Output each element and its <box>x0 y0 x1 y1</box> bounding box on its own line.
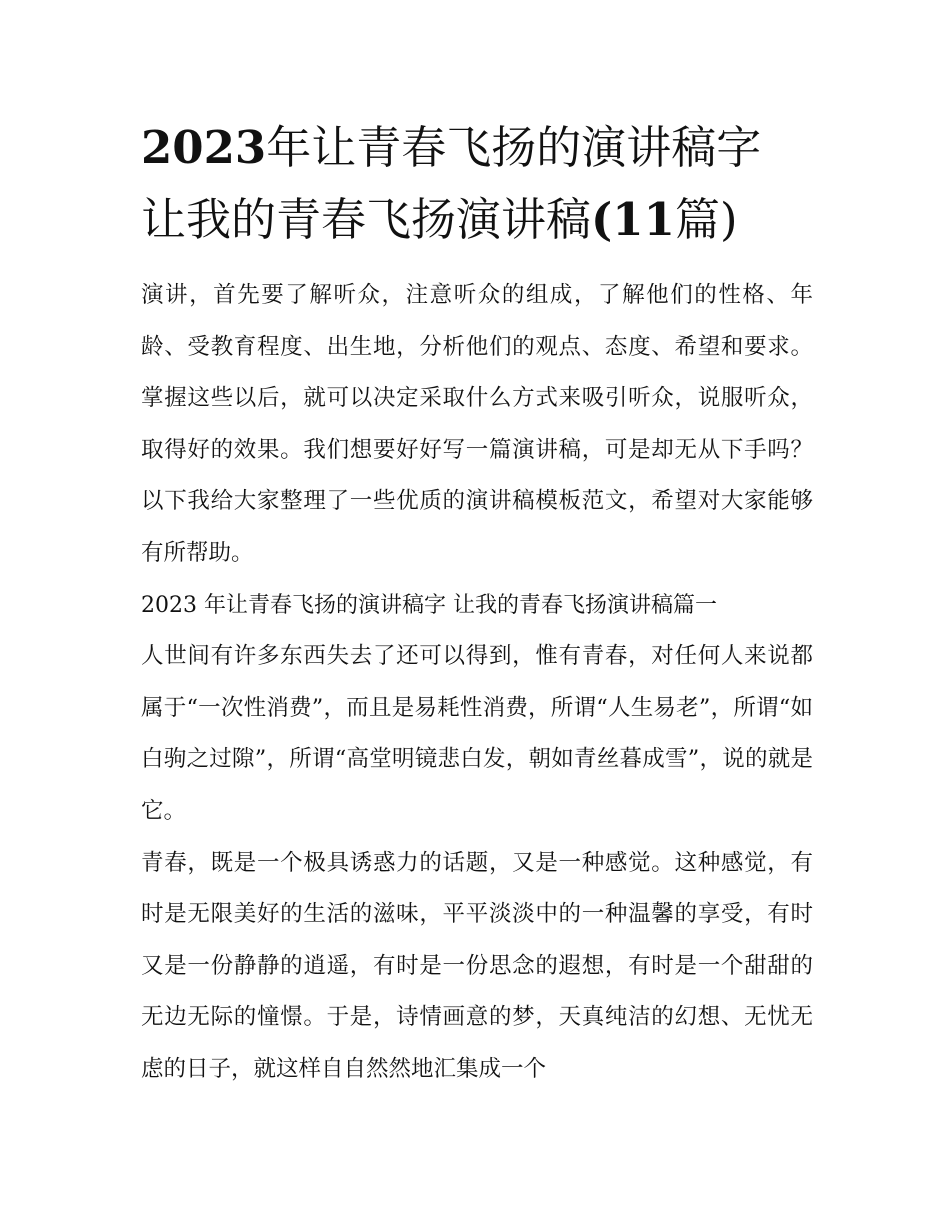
body-paragraph: 青春，既是一个极具诱惑力的话题，又是一种感觉。这种感觉，有时是无限美好的生活的滋味，平平淡淡中的一种温馨的享受，有时又是一份静静的逍遥，有时是一份思念的遐想，有时是一个甜甜的无边无际的憧憬。于是，诗情画意的梦，天真纯洁的幻想、无忧无虑的日子，就这样自自然然地汇集成一个 <box>141 849 813 1082</box>
document-content <box>141 112 813 1096</box>
title-year: 2023 <box>141 121 267 174</box>
body-paragraph: 人世间有许多东西失去了还可以得到，惟有青春，对任何人来说都属于“一次性消费”，而且是易耗性消费，所谓“人生易老”，所谓“如白驹之过隙”，所谓“高堂明镜悲白发，朝如青丝暮成雪”，说的就是它。 <box>141 643 813 824</box>
intro-paragraph: 演讲，首先要了解听众，注意听众的组成，了解他们的性格、年龄、受教育程度、出生地，分析他们的观点、态度、希望和要求。掌握这些以后，就可以决定采取什么方式来吸引听众，说服听众，取得好的效果。我们想要好好写一篇演讲稿，可是却无从下手吗？以下我给大家整理了一些优质的演讲稿模板范文，希望对大家能够有所帮助。 <box>141 282 813 566</box>
title-line1-text: 年让青春飞扬的演讲稿字 <box>266 121 762 174</box>
title-line2-end: 篇) <box>674 193 738 246</box>
section-heading: 2023 年让青春飞扬的演讲稿字 让我的青春飞扬演讲稿篇一 <box>141 592 717 618</box>
document-title <box>141 112 813 256</box>
title-line2-text: 让我的青春飞扬演讲稿 <box>141 193 592 246</box>
title-count: (11 <box>591 193 675 246</box>
